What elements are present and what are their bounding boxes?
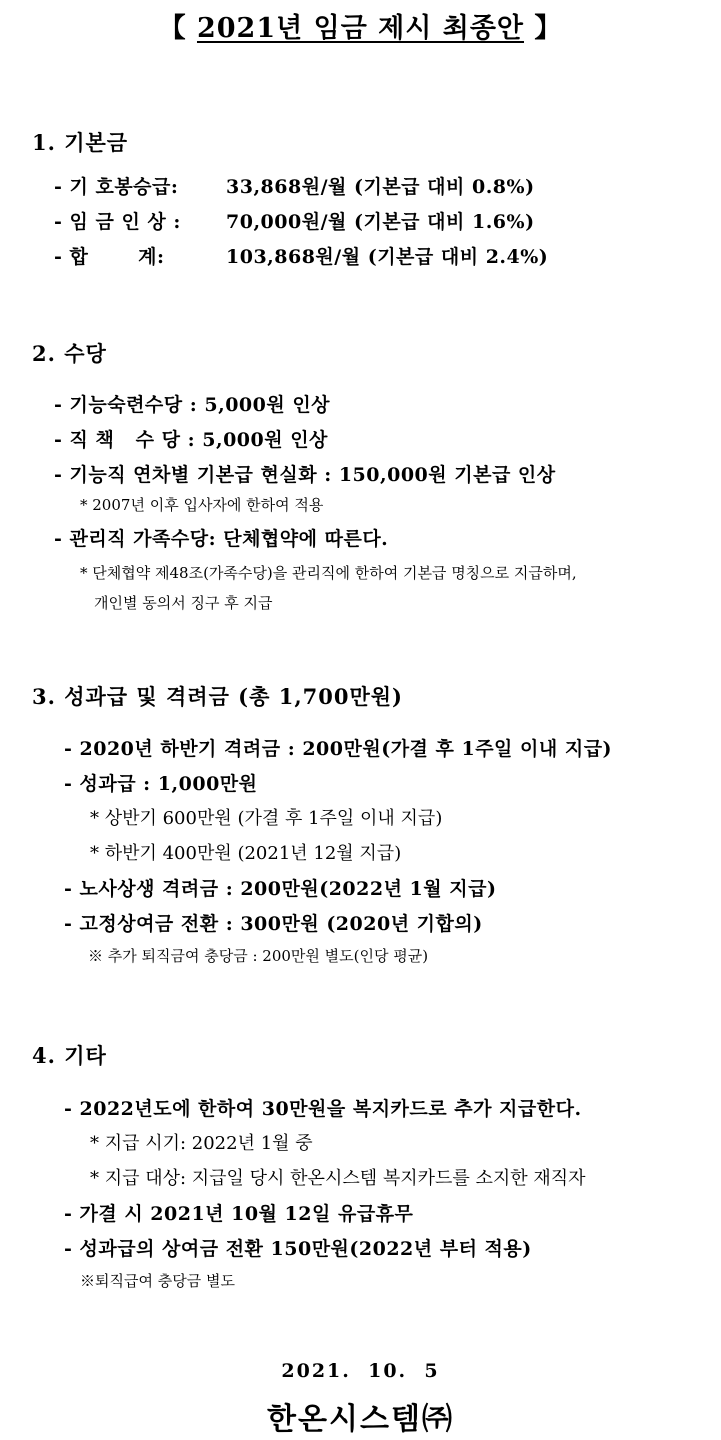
document-title (0, 6, 721, 45)
company-name: 한온시스템㈜ (267, 1402, 454, 1437)
item-label: - 임 금 인 상 : (54, 211, 181, 233)
title-bracket-open: 【 (158, 13, 187, 44)
section-4-heading: 4. 기타 (32, 1043, 107, 1068)
section-3-item-3: - 노사상생 격려금 : 200만원(2022년 1월 지급) (64, 878, 497, 900)
item-value: 103,868원/월 (기본급 대비 2.4%) (226, 246, 549, 268)
section-2-item-4: - 관리직 가족수당: 단체협약에 따른다. (54, 528, 389, 550)
section-2-note-3: 개인별 동의서 징구 후 지급 (94, 594, 273, 612)
section-3-heading: 3. 성과급 및 격려금 (총 1,700만원) (32, 684, 403, 709)
section-3-item-4: - 고정상여금 전환 : 300만원 (2020년 기합의) (64, 913, 483, 935)
section-1-heading: 1. 기본금 (32, 130, 129, 155)
section-2-item-1: - 기능숙련수당 : 5,000원 인상 (54, 394, 331, 416)
section-3-sub-2: * 하반기 400만원 (2021년 12월 지급) (90, 843, 402, 864)
section-4-item-3: - 성과급의 상여금 전환 150만원(2022년 부터 적용) (64, 1238, 532, 1260)
section-3-note: ※ 추가 퇴직금여 충당금 : 200만원 별도(인당 평균) (88, 947, 429, 965)
section-3-item-2: - 성과급 : 1,000만원 (64, 773, 258, 795)
section-4-item-2: - 가결 시 2021년 10월 12일 유급휴무 (64, 1203, 414, 1225)
section-2-item-2: - 직 책 수 당 : 5,000원 인상 (54, 429, 328, 451)
title-text: 2021년 임금 제시 최종안 (196, 13, 524, 44)
section-2-note-1: * 2007년 이후 입사자에 한하여 적용 (80, 496, 324, 514)
item-value: 33,868원/월 (기본급 대비 0.8%) (226, 176, 535, 198)
section-2-item-3: - 기능직 연차별 기본급 현실화 : 150,000원 기본급 인상 (54, 464, 556, 486)
section-4-sub-2: * 지급 대상: 지급일 당시 한온시스템 복지카드를 소지한 재직자 (90, 1168, 586, 1189)
item-label: - 합 계: (54, 246, 165, 268)
section-2-heading: 2. 수당 (32, 341, 107, 366)
section-3-item-1: - 2020년 하반기 격려금 : 200만원(가결 후 1주일 이내 지급) (64, 738, 613, 760)
section-1-item-3 (54, 242, 548, 269)
item-label: - 기 호봉승급: (54, 176, 179, 198)
title-bracket-close: 】 (534, 13, 563, 44)
section-4-item-1: - 2022년도에 한하여 30만원을 복지카드로 추가 지급한다. (64, 1098, 582, 1120)
section-3-sub-1: * 상반기 600만원 (가결 후 1주일 이내 지급) (90, 808, 443, 829)
section-1-item-1 (54, 172, 535, 199)
section-2-note-2: * 단체협약 제48조(가족수당)을 관리직에 한하여 기본급 명칭으로 지급하며, (80, 564, 577, 582)
section-4-sub-1: * 지급 시기: 2022년 1월 중 (90, 1133, 313, 1154)
document-date: 2021. 10. 5 (281, 1360, 440, 1382)
item-value: 70,000원/월 (기본급 대비 1.6%) (226, 211, 535, 233)
section-4-note: ※퇴직급여 충당금 별도 (80, 1272, 235, 1290)
section-1-item-2 (54, 207, 535, 234)
